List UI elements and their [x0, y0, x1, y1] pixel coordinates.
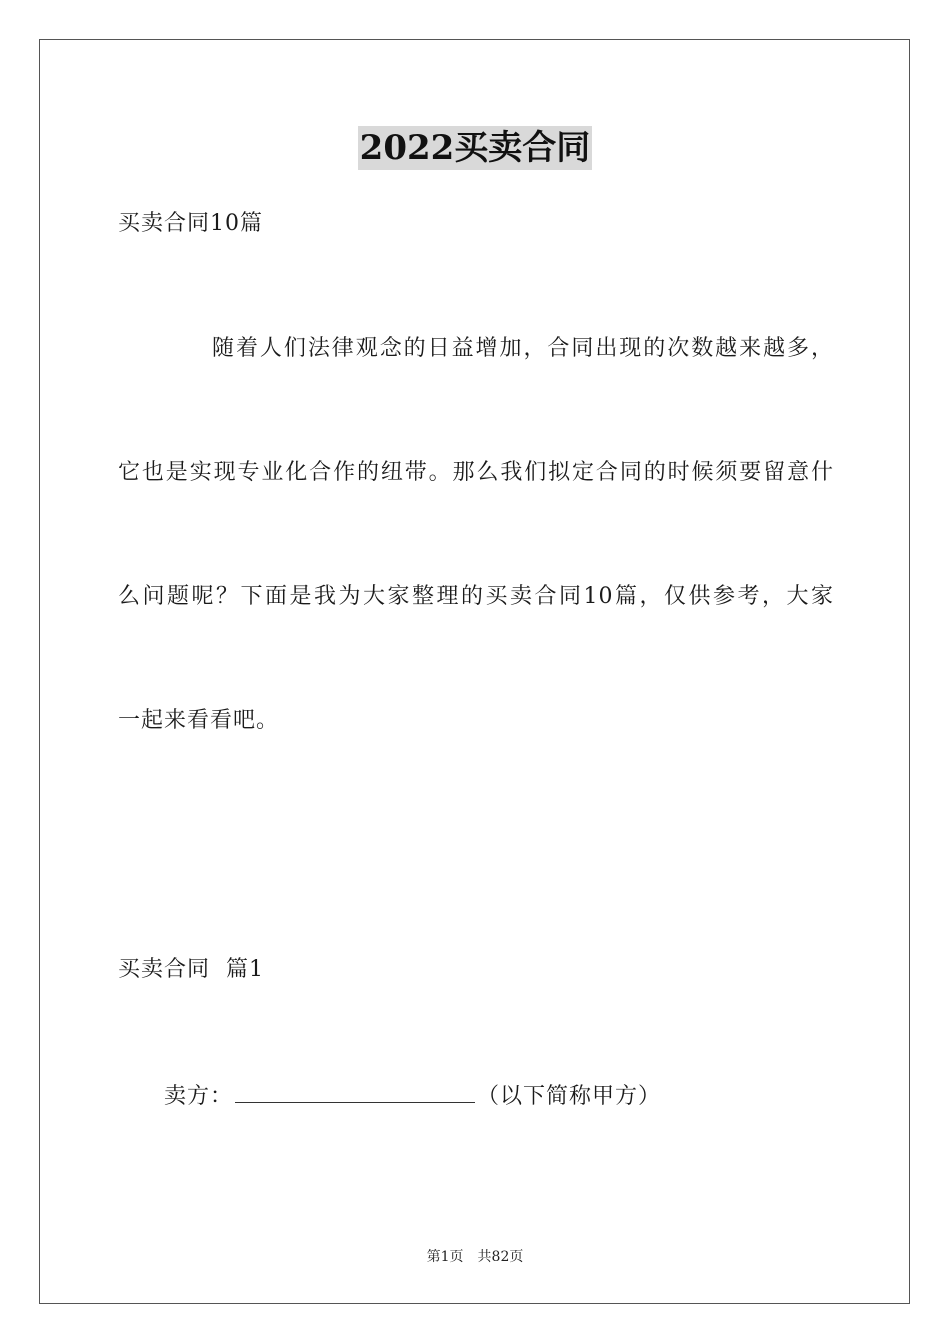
- seller-suffix: （以下简称甲方）: [477, 1084, 662, 1109]
- document-subtitle: 买卖合同10篇: [118, 211, 263, 236]
- document-title: [0, 126, 950, 170]
- seller-label: 卖方：: [164, 1084, 234, 1109]
- document-title-text: 2022买卖合同: [359, 128, 591, 168]
- page-number: 第1页: [426, 1249, 464, 1265]
- intro-paragraph-line-2: 它也是实现专业化合作的纽带。那么我们拟定合同的时候须要留意什: [118, 460, 834, 485]
- page-footer: [0, 1248, 950, 1266]
- seller-name-blank[interactable]: [235, 1080, 475, 1103]
- seller-line: [164, 1080, 661, 1112]
- intro-paragraph-line-4: 一起来看看吧。: [118, 708, 280, 733]
- section-heading: 买卖合同 篇1: [118, 957, 264, 982]
- intro-paragraph-line-1: 随着人们法律观念的日益增加，合同出现的次数越来越多，: [212, 336, 834, 361]
- intro-paragraph-line-3: 么问题呢？下面是我为大家整理的买卖合同10篇，仅供参考，大家: [118, 584, 834, 609]
- page-total: 共82页: [477, 1249, 524, 1265]
